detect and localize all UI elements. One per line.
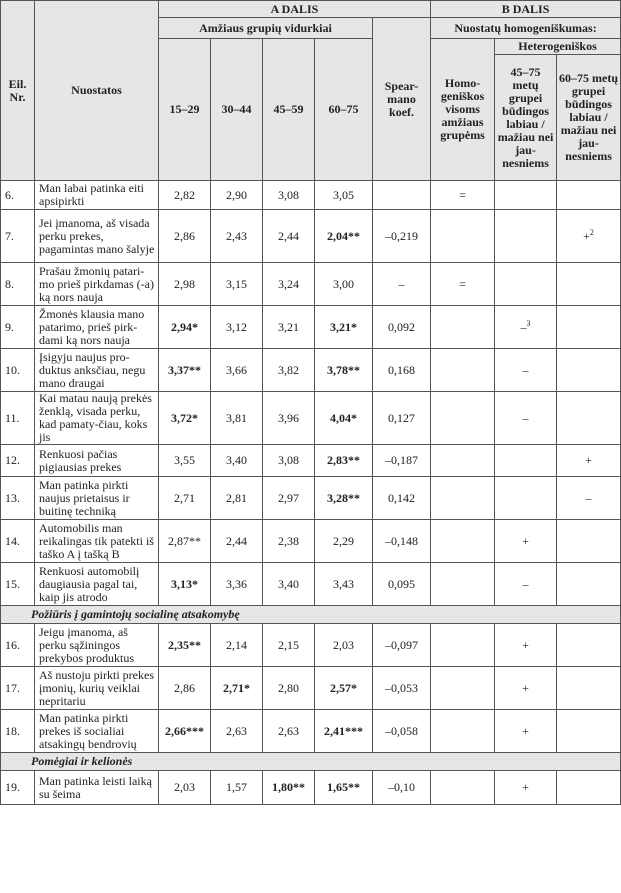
statement-text: Įsigyju naujus pro-duktus anksčiau, negu mano draugai [35, 349, 159, 392]
age-mean-4: 3,21* [315, 306, 373, 349]
spearman-value: –0,058 [373, 710, 431, 753]
age-mean-1: 3,13* [159, 563, 211, 606]
age-mean-1: 3,37** [159, 349, 211, 392]
older-mark [495, 263, 557, 306]
homogeneous-mark [431, 563, 495, 606]
homogeneous-mark [431, 349, 495, 392]
age-mean-2: 3,15 [211, 263, 263, 306]
statement-text: Man patinka pirkti prekes iš socialiai atsakingų bendrovių [35, 710, 159, 753]
age-mean-4: 3,28** [315, 477, 373, 520]
age-mean-4: 3,78** [315, 349, 373, 392]
statement-text: Automobilis man reikalingas tik patekti iš taško A į tašką B [35, 520, 159, 563]
oldest-mark [557, 181, 621, 210]
row-number: 16. [1, 624, 35, 667]
age-mean-3: 3,40 [263, 563, 315, 606]
age-mean-1: 2,71 [159, 477, 211, 520]
oldest-mark [557, 263, 621, 306]
older-mark: – [495, 349, 557, 392]
table-row [1, 181, 621, 210]
older-mark [495, 181, 557, 210]
age-mean-1: 2,87** [159, 520, 211, 563]
homogeneous-mark [431, 771, 495, 805]
table-row [1, 210, 621, 263]
oldest-mark [557, 520, 621, 563]
statement-text: Renkuosi automobilį daugiausia pagal tai, kaip jis atrodo [35, 563, 159, 606]
older-mark: – [495, 563, 557, 606]
age-mean-3: 2,97 [263, 477, 315, 520]
age-mean-3: 3,24 [263, 263, 315, 306]
spearman-value: –0,219 [373, 210, 431, 263]
table-row [1, 263, 621, 306]
age-mean-4: 2,29 [315, 520, 373, 563]
table-row [1, 392, 621, 445]
header-no: Eil. Nr. [1, 1, 35, 181]
age-mean-2: 2,43 [211, 210, 263, 263]
oldest-mark: – [557, 477, 621, 520]
older-mark: –$^3$ [495, 306, 557, 349]
header-age-group-means: Amžiaus grupių vidurkiai [159, 18, 373, 39]
age-mean-4: 3,00 [315, 263, 373, 306]
age-mean-1: 2,03 [159, 771, 211, 805]
age-mean-1: 2,82 [159, 181, 211, 210]
age-mean-3: 3,21 [263, 306, 315, 349]
section-row [1, 606, 621, 624]
oldest-mark [557, 624, 621, 667]
spearman-value [373, 181, 431, 210]
header-age-1: 15–29 [159, 39, 211, 181]
older-mark [495, 210, 557, 263]
oldest-mark [557, 771, 621, 805]
oldest-mark [557, 306, 621, 349]
homogeneous-mark [431, 210, 495, 263]
oldest-mark: + [557, 445, 621, 477]
row-number: 13. [1, 477, 35, 520]
age-mean-2: 3,12 [211, 306, 263, 349]
age-mean-3: 2,63 [263, 710, 315, 753]
spearman-value: –0,097 [373, 624, 431, 667]
homogeneous-mark: = [431, 181, 495, 210]
age-mean-2: 3,36 [211, 563, 263, 606]
older-mark: + [495, 710, 557, 753]
age-mean-4: 2,03 [315, 624, 373, 667]
table-row [1, 563, 621, 606]
age-mean-1: 2,86 [159, 667, 211, 710]
table-row [1, 771, 621, 805]
older-mark [495, 477, 557, 520]
table-row [1, 710, 621, 753]
age-mean-3: 2,44 [263, 210, 315, 263]
statement-text: Jei įmanoma, aš visada perku prekes, pagamintas mano šalyje [35, 210, 159, 263]
age-mean-2: 2,14 [211, 624, 263, 667]
row-number: 19. [1, 771, 35, 805]
spearman-value: –0,053 [373, 667, 431, 710]
age-mean-3: 3,96 [263, 392, 315, 445]
age-mean-2: 2,63 [211, 710, 263, 753]
row-number: 7. [1, 210, 35, 263]
age-mean-1: 3,55 [159, 445, 211, 477]
header-homogeneous: Homo-geniškos visoms amžiaus grupėms [431, 39, 495, 181]
age-mean-4: 4,04* [315, 392, 373, 445]
row-number: 6. [1, 181, 35, 210]
age-mean-2: 2,44 [211, 520, 263, 563]
row-number: 11. [1, 392, 35, 445]
row-number: 12. [1, 445, 35, 477]
header-age-4: 60–75 [315, 39, 373, 181]
age-mean-1: 2,35** [159, 624, 211, 667]
oldest-mark: +$^2$ [557, 210, 621, 263]
older-mark: + [495, 667, 557, 710]
section-title: Pomėgiai ir kelionės [1, 753, 621, 771]
spearman-value: 0,095 [373, 563, 431, 606]
age-mean-4: 2,41*** [315, 710, 373, 753]
statement-text: Žmonės klausia mano patarimo, prieš pirk-dami ką nors nauja [35, 306, 159, 349]
statement-text: Man labai patinka eiti apsipirkti [35, 181, 159, 210]
table-row [1, 667, 621, 710]
age-mean-3: 3,08 [263, 181, 315, 210]
footnote-marker: 3 [526, 318, 531, 328]
statement-text: Renkuosi pačias pigiausias prekes [35, 445, 159, 477]
age-mean-1: 2,86 [159, 210, 211, 263]
age-mean-3: 2,38 [263, 520, 315, 563]
row-number: 17. [1, 667, 35, 710]
header-part-a: A DALIS [159, 1, 431, 18]
age-mean-3: 2,80 [263, 667, 315, 710]
age-mean-2: 3,81 [211, 392, 263, 445]
section-title: Požiūris į gamintojų socialinę atsakomybę [1, 606, 621, 624]
age-mean-1: 2,94* [159, 306, 211, 349]
age-mean-3: 3,82 [263, 349, 315, 392]
table-row [1, 624, 621, 667]
older-mark: + [495, 771, 557, 805]
spearman-value: –0,187 [373, 445, 431, 477]
section-row [1, 753, 621, 771]
table-row [1, 477, 621, 520]
spearman-value: 0,168 [373, 349, 431, 392]
statement-text: Aš nustoju pirkti prekes įmonių, kurių veiklai nepritariu [35, 667, 159, 710]
oldest-mark [557, 710, 621, 753]
age-mean-3: 3,08 [263, 445, 315, 477]
statement-text: Man patinka pirkti naujus prietaisus ir buitinę techniką [35, 477, 159, 520]
age-mean-2: 3,66 [211, 349, 263, 392]
age-mean-2: 1,57 [211, 771, 263, 805]
row-number: 8. [1, 263, 35, 306]
age-mean-4: 1,65** [315, 771, 373, 805]
header-heterogeneous: Heterogeniškos [495, 39, 621, 55]
homogeneous-mark [431, 477, 495, 520]
header-age-2: 30–44 [211, 39, 263, 181]
spearman-value: 0,142 [373, 477, 431, 520]
spearman-value: –0,148 [373, 520, 431, 563]
homogeneous-mark [431, 710, 495, 753]
statement-text: Kai matau naują prekės ženklą, visada perku, kad pamaty-čiau, koks jis [35, 392, 159, 445]
age-mean-2: 2,90 [211, 181, 263, 210]
header-oldest: 60–75 metų grupei būdingos labiau / mažiau nei jau-nesniems [557, 55, 621, 181]
homogeneous-mark [431, 306, 495, 349]
row-number: 14. [1, 520, 35, 563]
oldest-mark [557, 349, 621, 392]
age-mean-1: 3,72* [159, 392, 211, 445]
age-mean-4: 3,05 [315, 181, 373, 210]
table-row [1, 349, 621, 392]
spearman-value: 0,127 [373, 392, 431, 445]
table-body [1, 181, 621, 805]
footnote-marker: 2 [589, 227, 594, 237]
age-mean-2: 2,81 [211, 477, 263, 520]
spearman-value: –0,10 [373, 771, 431, 805]
statement-text: Jeigu įmanoma, aš perku sąžiningos prekybos produktus [35, 624, 159, 667]
age-mean-3: 1,80** [263, 771, 315, 805]
older-mark: + [495, 520, 557, 563]
header-homogeneity: Nuostatų homogeniškumas: [431, 18, 621, 39]
statement-text: Prašau žmonių patari-mo prieš pirkdamas (-a) ką nors nauja [35, 263, 159, 306]
table-row [1, 306, 621, 349]
header-part-b: B DALIS [431, 1, 621, 18]
age-mean-2: 3,40 [211, 445, 263, 477]
homogeneous-mark [431, 392, 495, 445]
age-mean-1: 2,98 [159, 263, 211, 306]
row-number: 10. [1, 349, 35, 392]
homogeneous-mark [431, 667, 495, 710]
homogeneous-mark [431, 624, 495, 667]
oldest-mark [557, 563, 621, 606]
homogeneous-mark: = [431, 263, 495, 306]
spearman-value: – [373, 263, 431, 306]
header-age-3: 45–59 [263, 39, 315, 181]
homogeneous-mark [431, 445, 495, 477]
table-row [1, 520, 621, 563]
table-row [1, 445, 621, 477]
header-statements: Nuostatos [35, 1, 159, 181]
older-mark: + [495, 624, 557, 667]
row-number: 18. [1, 710, 35, 753]
age-mean-2: 2,71* [211, 667, 263, 710]
age-mean-4: 2,57* [315, 667, 373, 710]
older-mark: – [495, 392, 557, 445]
row-number: 9. [1, 306, 35, 349]
statement-text: Man patinka leisti laiką su šeima [35, 771, 159, 805]
older-mark [495, 445, 557, 477]
age-mean-4: 2,04** [315, 210, 373, 263]
age-mean-4: 3,43 [315, 563, 373, 606]
oldest-mark [557, 667, 621, 710]
age-mean-1: 2,66*** [159, 710, 211, 753]
age-mean-3: 2,15 [263, 624, 315, 667]
header-spearman: Spear-mano koef. [373, 18, 431, 181]
header-older: 45–75 metų grupei būdingos labiau / mažiau nei jau-nesniems [495, 55, 557, 181]
spearman-value: 0,092 [373, 306, 431, 349]
row-number: 15. [1, 563, 35, 606]
age-mean-4: 2,83** [315, 445, 373, 477]
homogeneous-mark [431, 520, 495, 563]
oldest-mark [557, 392, 621, 445]
